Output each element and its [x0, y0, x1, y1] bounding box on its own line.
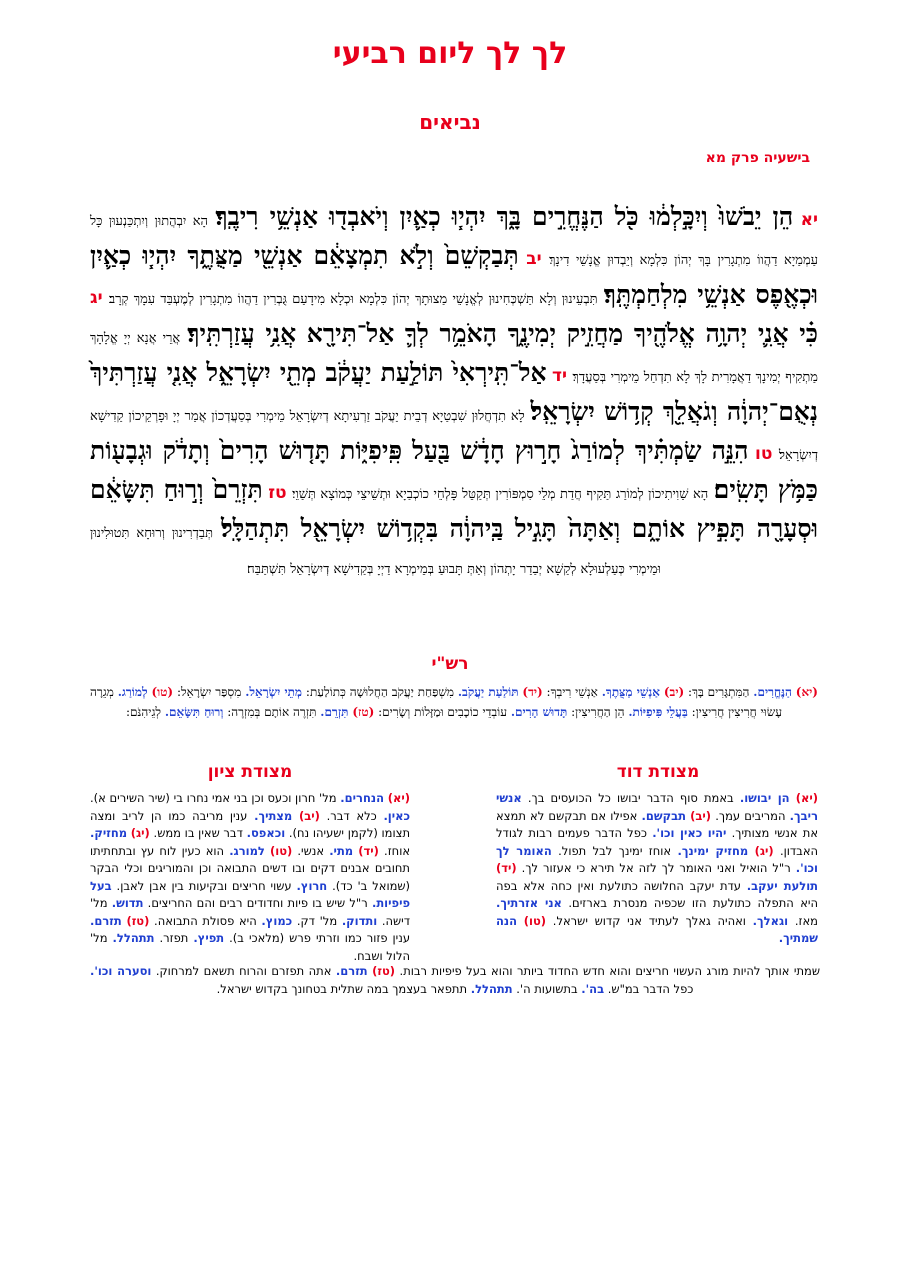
targum-text: הָא שַׁוִיתִיכוֹן לְמוֹרַג תַּקִיף חֲדַת מְלֵי סִמְפּוֹרִין תְּקַטֵּל פָּלְחֵי כוֹכְבַיָא וּתְשֵׁיצֵי כְּמוֹצָא תְּשַׁוֵי׃	[292, 487, 709, 502]
commentary-text: תפזר.	[159, 931, 189, 945]
metzudat-tzion-entry	[297, 914, 377, 928]
commentary-text: כלא דבר.	[326, 808, 377, 823]
dibur-hamatchil: כמוץ.	[261, 913, 293, 928]
metzudat-tzion-title: מצודת ציון	[207, 762, 293, 782]
verse-reference: (יא)	[795, 685, 818, 699]
verse-text: אַל־תִּֽירְאִי֙ תּוֹלַ֣עַת יַעֲקֹ֔ב מְתֵ֖י יִשְׂרָאֵ֑ל אֲנִ֤י עֲזַרְתִּיךְ֙ נְאֻם־יְהוָ֔ה וְגֹאֲלֵ֖ךְ קְד֥וֹשׁ יִשְׂרָאֵֽל׃	[90, 358, 818, 426]
commentary-text: הוא כעין לוח עץ ובתחתיתו תחובים אבנים דקים ובו דשים התבואה וכן והמוריגים וכלי הבקר (שמואל ב' כד).	[90, 843, 411, 893]
page-title: לך לך ליום רביעי	[332, 36, 568, 71]
dibur-hamatchil: וְרוּחַ תִּשָּׂאֵם.	[164, 705, 224, 719]
metzudat-tzion-entry	[327, 809, 410, 823]
commentary-text: שמתי אותך להיות מורג העשוי חריצים והוא חדש החדוד ביותר והוא בעל פיפיות רבות.	[399, 964, 820, 978]
section-subtitle: נביאים	[419, 110, 481, 134]
commentary-text: אוחז ימינך לבל תפול.	[558, 843, 672, 858]
commentary-text: מל' דישה.	[90, 896, 411, 928]
commentary-text: ואהיה גאלך לעתיד אני קדוש ישראל.	[552, 913, 746, 928]
chapter-reference: בישעיה פרק מא	[705, 150, 810, 166]
dibur-hamatchil: מצתיך.	[254, 808, 293, 823]
commentary-text: בתשועות ה'.	[516, 981, 578, 996]
rashi-entry	[571, 705, 688, 719]
commentary-text: לְגֵיהִנֹּם:	[125, 705, 162, 719]
commentary-text: אַנְשֵׁי רִיבְךָ:	[546, 685, 598, 699]
metzudat-david-entry	[156, 964, 395, 978]
targum-text: תִּבְעֵינוּן וְלָא תַּשְׁכְּחִינוּן לְאֱנָשֵׁי מַצוּתָךְ יְהוֹן כִּלְמָא וּכְלָא מִידָעַם גֻּבְרִין דַהֲווֹ מִתְגָרִין לְמֶעְבַּד עִמָךְ קְרָב׃	[108, 292, 598, 307]
commentary-text: עוֹבְדֵי כוֹכָבִים וּמַזָּלוֹת וְשָׂרִים:	[378, 705, 508, 719]
dibur-hamatchil: מחזיק ימינך.	[677, 843, 749, 858]
rashi-commentary	[90, 682, 818, 722]
dibur-hamatchil: תָּדוּשׁ הָרִים.	[510, 705, 568, 719]
dibur-hamatchil: תִּזְרֵם.	[320, 705, 349, 719]
dibur-hamatchil: תולעת יעקב.	[746, 878, 818, 893]
dibur-hamatchil: וסערה וכו'.	[90, 964, 152, 978]
dibur-hamatchil: לְמוֹרַג.	[117, 685, 148, 699]
verse-reference: (יד)	[358, 843, 379, 858]
commentary-text: ר"ל הואיל ואני האומר לך לזה אל תירא כי אעזור לך.	[521, 861, 791, 875]
commentary-text: מאז.	[794, 913, 818, 928]
verse-number: יב	[526, 249, 542, 269]
dibur-hamatchil: תתהלל.	[112, 931, 155, 945]
commentary-text: מְגֵרָה עָשׂוּי חֲרִיצִין חֲרִיצִין:	[90, 685, 783, 719]
commentary-text: מל' חרון וכעס וכן בני אמי נחרו בי (שיר השירים א).	[90, 791, 337, 805]
verse-reference: (יג)	[130, 826, 150, 840]
verse-reference: (יג)	[754, 843, 774, 858]
metzudat-david-column	[496, 790, 818, 948]
metzudat-david-entry	[528, 791, 818, 805]
verse-reference: (יא)	[387, 791, 411, 805]
commentary-text: אפילו אם תבקשם לא תמצא את אנשי מצותיך.	[496, 808, 819, 840]
verse-text: הֵן יֵבֹשׁוּ֙ וְיִכָּ֣לְמ֔וּ כֹּ֖ל הַנֶּחֱרִ֣ים בָּ֑ךְ יִהְי֧וּ כְאַ֛יִן וְיֹאבְד֖וּ אַנְשֵׁ֥י רִיבֶֽךָ׃	[215, 202, 794, 231]
verse-reference: (טו)	[151, 685, 174, 699]
commentary-text: אתה תפזרם והרוח תשאם למרחוק.	[155, 964, 332, 978]
verse-text: תִּזְרֵם֙ וְר֣וּחַ תִּשָּׂאֵ֔ם וּסְעָרָ֖ה תָּפִ֣יץ אוֹתָ֑ם וְאַתָּה֙ תָּגִ֣יל בַּֽיהוָ֔ה בִּקְד֥וֹשׁ יִשְׂרָאֵ֖ל תִּתְהַלָּֽל׃	[90, 475, 819, 543]
verse-text: תְּבַקְשֵׁם֙ וְלֹ֣א תִמְצָאֵ֔ם אַנְשֵׁ֖י מַצֻּתֶ֑ךָ יִהְי֧וּ כְאַ֛יִן וּכְאֶ֖פֶס אַנְשֵׁ֥י מִלְחַמְתֶּֽךָ׃	[90, 241, 818, 309]
dibur-hamatchil: אני אזרתיך.	[496, 896, 562, 910]
dibur-hamatchil: תבקשם.	[641, 808, 686, 823]
commentary-text: מל' דק.	[296, 913, 338, 928]
commentary-text: מִשְׁפַּחַת יַעֲקֹב הַחֲלוּשָׁה כְּתוֹלַעַת:	[305, 685, 455, 699]
commentary-text: ענין מריבה כמו הן לריב ומצה תצומו (לקמן ישעיהו נח).	[90, 808, 411, 840]
targum-text: תְּבַדְרִינוּן וְרוּחָא תִּטוּלִינוּן וּמֵימְרִי כְּעַלְעוּלָא לְקַשָׁא יְבַדַר יָתְהוֹן וְאַתְּ תָּבוּעַ בְּמֵימְרָא דַיְיָ בְּקַדִישָׁא דְיִשְׂרָאֵל תִּשְׁתַּבַּח׃	[90, 526, 661, 577]
commentary-text: אנשי.	[297, 843, 325, 858]
targum-text: לָא תִדְחֲלוּן שִׁבְטַיָא דְבֵית יַעֲקֹב זַרְעִיתָא דְיִשְׂרָאֵל מֵימְרִי בְּסַעֲדְכוֹן אֲמַר יְיָ וּפָרְקֵיכוֹן קַדִישָׁא דְיִשְׂרָאֵל׃	[90, 409, 818, 463]
dibur-hamatchil: מתי.	[329, 843, 354, 858]
verse-reference: (יב)	[663, 685, 685, 699]
commentary-text: אוחז.	[384, 843, 411, 858]
dibur-hamatchil: וגאלך.	[752, 913, 789, 928]
verse-number: טו	[754, 444, 773, 464]
rashi-entry	[126, 705, 223, 719]
verse-text: כִּ֗י אֲנִ֛י יְהוָ֥ה אֱלֹהֶ֖יךָ מַחֲזִ֣יק יְמִינֶ֑ךָ הָאֹמֵ֥ר לְךָ֛ אַל־תִּירָ֖א אֲנִ֥י עֲזַרְתִּֽיךָ׃	[187, 319, 819, 348]
dibur-hamatchil: הַנֶּחֱרִים.	[753, 685, 792, 699]
commentary-text: כפל הדבר במ"ש.	[607, 981, 694, 996]
rashi-title: רש"י	[431, 654, 469, 674]
dibur-hamatchil: תזרם.	[335, 964, 368, 978]
targum-text: הָא יִבְהֲתוּן וְיִתְכַּנְעוּן כָּל עַמְמַיָא דַהֲווֹ מִתְגָרִין בָּךְ יְהוֹן כִּלְמָא וְיֵבְדוּן אֱנָשֵׁי דִינָךְ׃	[90, 214, 819, 268]
verse-reference: (יב)	[298, 808, 320, 823]
commentary-text: דבר שאין בו ממש.	[153, 826, 243, 840]
commentary-text: הֵן הַחֲרִיצִין:	[571, 705, 625, 719]
dibur-hamatchil: למורג.	[229, 843, 265, 858]
dibur-hamatchil: ותדוק.	[341, 913, 378, 928]
verse-reference: (יד)	[496, 861, 517, 875]
metzudat-david-continuation	[90, 963, 820, 998]
commentary-text: תִּזְרֶה אוֹתָם בְּמִזְרֶה:	[227, 705, 317, 719]
commentary-text: ענין פזור כמו וזרתי פרש (מלאכי ב).	[229, 931, 411, 945]
rashi-entry	[227, 705, 374, 719]
dibur-hamatchil: תתהלל.	[470, 981, 513, 996]
metzudat-david-entry	[400, 964, 820, 978]
verse-number: יד	[551, 366, 567, 386]
verse-text: הִנֵּ֣ה שַׂמְתִּ֗יךְ לְמוֹרַג֙ חָר֣וּץ חָדָ֔שׁ בַּ֖עַל פִּֽיפִיּ֑וֹת תָּד֤וּשׁ הָרִים֙ וְתָדֹ֔ק וּגְבָע֖וֹת כַּמֹּ֥ץ תָּשִֽׂים׃	[90, 436, 818, 504]
dibur-hamatchil: אַנְשֵׁי מַצֻּתֶךָ.	[601, 685, 661, 699]
dibur-hamatchil: הן יבושו.	[739, 791, 790, 805]
scripture-text-block	[90, 200, 818, 587]
metzudat-david-entry	[217, 982, 513, 996]
dibur-hamatchil: תדוש.	[111, 896, 144, 910]
dibur-hamatchil: מְתֵי יִשְׂרָאֵל.	[245, 685, 303, 699]
commentary-text: מִסְפַּר יִשְׂרָאֵל:	[176, 685, 242, 699]
verse-reference: (טו)	[523, 913, 547, 928]
dibur-hamatchil: האומר לך וכו'.	[496, 843, 819, 875]
dibur-hamatchil: תזרם.	[90, 913, 122, 928]
commentary-text: המריבים עמך.	[715, 808, 786, 823]
targum-text: אֲרֵי אֲנָא יְיָ אֱלָהָךְ מַתְקִיף יְמִינָךְ דַאֲמָרִית לָךְ לָא תִדְחַל מֵימְרִי בְּסַעֲדָךְ׃	[90, 331, 818, 385]
dibur-hamatchil: תּוֹלַעַת יַעֲקֹב.	[457, 685, 519, 699]
rashi-entry	[306, 685, 543, 699]
verse-reference: (טז)	[352, 705, 375, 719]
dibur-hamatchil: חרוץ.	[296, 878, 328, 893]
dibur-hamatchil: תפיץ.	[193, 931, 225, 945]
rashi-entry	[378, 705, 567, 719]
dibur-hamatchil: בַּעֲלֵי פִּיפִיּוֹת.	[628, 705, 688, 719]
dibur-hamatchil: בה'.	[581, 981, 605, 996]
dibur-hamatchil: אנשי ריבך.	[496, 791, 818, 823]
metzudat-david-title: מצודת דוד	[616, 762, 700, 782]
dibur-hamatchil: יהיו כאין וכו'.	[652, 826, 727, 840]
verse-reference: (יד)	[522, 685, 543, 699]
rashi-entry	[688, 685, 818, 699]
verse-number: יג	[90, 288, 103, 308]
metzudat-tzion-column	[90, 790, 410, 965]
metzudat-tzion-entry	[90, 791, 410, 805]
verse-reference: (טו)	[269, 843, 293, 858]
verse-reference: (טז)	[372, 964, 396, 978]
metzudat-david-entry	[516, 982, 604, 996]
dibur-hamatchil: הנה שמתיך.	[496, 913, 818, 945]
verse-number: יא	[800, 210, 818, 230]
metzudat-tzion-entry	[154, 914, 292, 928]
commentary-text: כפל הדבר פעמים רבות לגודל האבדון.	[496, 826, 819, 858]
metzudat-david-entry	[553, 914, 788, 928]
dibur-hamatchil: הנחרים.	[340, 791, 384, 805]
dibur-hamatchil: מחזיק.	[90, 826, 128, 840]
dibur-hamatchil: וכאפס.	[246, 826, 286, 840]
commentary-text: עשוי חריצים ובקיעות בין אבן לאבן.	[116, 878, 292, 893]
verse-reference: (יא)	[795, 791, 818, 805]
metzudat-david-entry	[558, 844, 773, 858]
commentary-text: עדת יעקב החלושה כתולעת ואין כחה אלא בפה היא התפלה כתולעת הזו שכפיה מנסרת בארזים.	[496, 878, 819, 910]
commentary-text: היא פסולת התבואה.	[154, 913, 257, 928]
commentary-text: באמת סוף הדבר יבושו כל הכועסים בך.	[527, 791, 734, 805]
metzudat-tzion-entry	[117, 879, 328, 893]
rashi-entry	[547, 685, 685, 699]
verse-reference: (יב)	[690, 808, 712, 823]
dibur-hamatchil: בעל פיפיות.	[90, 878, 411, 910]
metzudat-tzion-entry	[297, 844, 379, 858]
commentary-text: מל' הלול ושבח.	[90, 931, 410, 963]
rashi-entry	[177, 685, 302, 699]
commentary-text: תתפאר בעצמך במה שתלית בטחונך בקדוש ישראל.	[216, 981, 468, 996]
metzudat-tzion-entry	[159, 931, 224, 945]
metzudat-tzion-entry	[154, 826, 286, 840]
commentary-text: הַמִּתְגָּרִים בָּךְ:	[688, 685, 750, 699]
verse-number: טז	[268, 483, 287, 503]
dibur-hamatchil: כאין.	[383, 808, 411, 823]
verse-reference: (טז)	[126, 913, 150, 928]
commentary-text: ר"ל שיש בו פיות וחדודים רבים והם החריצים.	[147, 896, 368, 910]
